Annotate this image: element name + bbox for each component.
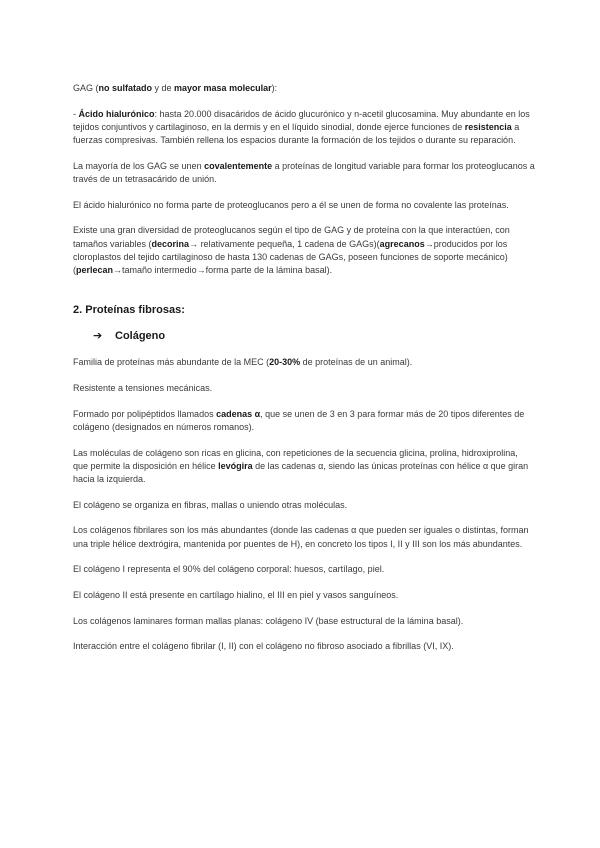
bold-term: cadenas α <box>216 408 261 419</box>
fibrillar-collagen-paragraph <box>73 524 535 550</box>
document-page <box>73 82 535 666</box>
text-span: La mayoría de los GAG se unen <box>73 160 205 171</box>
text-span: ): <box>271 83 278 93</box>
collagen-ii-iii-paragraph <box>73 589 535 602</box>
bold-term: 20-30% <box>269 357 301 368</box>
collagen-organization-paragraph <box>73 499 535 512</box>
bold-term: resistencia <box>464 121 512 132</box>
alpha-chains-paragraph <box>73 408 535 434</box>
hyaluronic-acid-paragraph <box>73 108 535 148</box>
text-span: →producidos por los cloroplastos del tejido cartilaginoso de hasta 130 cadenas de GAGs, poseen funciones de soporte mecánico)( <box>73 238 508 276</box>
text-span: : hasta 20.000 disacáridos de ácido glucurónico y n-acetil glucosamina. Muy abundante en los tejidos conjuntivos y cartilaginoso, en la dermis y en el líquido sinodial, donde ejerce funciones de <box>73 108 530 132</box>
subsection-heading-collagen <box>73 329 535 343</box>
bold-term: mayor masa molecular <box>174 83 272 93</box>
section-heading-fibrous-proteins: 2. Proteínas fibrosas: <box>73 304 185 317</box>
text-span: Existe una gran diversidad de proteoglucanos según el tipo de GAG y de proteína con la que interactúen, con tamaños variables ( <box>73 225 510 249</box>
hyaluronic-noncovalent-paragraph <box>73 199 535 212</box>
text-span: y de <box>152 83 175 93</box>
text-span: , que se unen de 3 en 3 para formar más de 20 tipos diferentes de colágeno (designados en números romanos). <box>73 408 525 432</box>
text-span: Los colágenos fibrilares son los más abundantes (donde las cadenas α que pueden ser iguales o distintas, forman una triple hélice dextrógira, mantenida por puentes de H), en concreto los tipos I, II y III son los más abundantes. <box>73 525 529 549</box>
text-span: El colágeno I representa el 90% del colágeno corporal: huesos, cartílago, piel. <box>73 564 385 575</box>
text-span: Formado por polipéptidos llamados <box>73 408 217 419</box>
collagen-resistance-paragraph <box>73 382 535 395</box>
text-span: Resistente a tensiones mecánicas. <box>73 382 213 393</box>
text-span: a proteínas de longitud variable para formar los proteoglucanos a través de un tetrasacárido de unión. <box>73 160 535 185</box>
text-span: Las moléculas de colágeno son ricas en glicina, con repeticiones de la secuencia glicina, prolina, hidroxiprolina, que permite la disposición en hélice <box>73 447 518 471</box>
text-span: Interacción entre el colágeno fibrilar (I, II) con el colágeno no fibroso asociado a fibrillas (VI, IX). <box>73 641 454 652</box>
collagen-i-paragraph <box>73 563 535 576</box>
bold-term: decorina <box>151 238 190 249</box>
text-span: El colágeno II está presente en cartílago hialino, el III en piel y vasos sanguíneos. <box>73 589 399 600</box>
bold-term: no sulfatado <box>98 83 153 93</box>
bold-term: agrecanos <box>379 238 425 249</box>
bold-term: levógira <box>218 460 253 471</box>
subsection-title: Colágeno <box>115 330 166 343</box>
bold-term: Ácido hialurónico <box>78 108 155 119</box>
text-span: Familia de proteínas más abundante de la MEC ( <box>73 357 270 368</box>
text-span: GAG ( <box>73 83 99 93</box>
glycine-paragraph <box>73 447 535 487</box>
text-span: El colágeno se organiza en fibras, mallas o uniendo otras moléculas. <box>73 499 348 510</box>
bold-term: perlecan <box>76 265 114 276</box>
text-span: Los colágenos laminares forman mallas planas: colágeno IV (base estructural de la lámina basal). <box>73 615 464 626</box>
proteoglycan-diversity-paragraph <box>73 224 535 277</box>
text-span: - <box>73 108 79 119</box>
collagen-interaction-paragraph <box>73 640 535 653</box>
arrow-right-icon: ➔ <box>93 330 103 343</box>
collagen-family-paragraph <box>73 356 535 369</box>
text-span: de proteínas de un animal). <box>300 357 413 368</box>
proteoglycan-formation-paragraph <box>73 160 535 186</box>
text-span: → relativamente pequeña, 1 cadena de GAGs)( <box>189 238 380 249</box>
text-span: El ácido hialurónico no forma parte de proteoglucanos pero a él se unen de forma no covalente las proteínas. <box>73 199 509 210</box>
bold-term: covalentemente <box>204 160 273 171</box>
text-span: de las cadenas α, siendo las únicas proteínas con hélice α que giran hacia la izquierda. <box>73 460 529 484</box>
laminar-collagen-paragraph <box>73 615 535 628</box>
text-span: a fuerzas compresivas. También rellena los espacios durante la formación de los tejidos o durante su reparación. <box>73 121 520 146</box>
gag-intro-paragraph <box>73 82 535 95</box>
text-span: →tamaño intermedio→forma parte de la lámina basal). <box>113 265 333 276</box>
